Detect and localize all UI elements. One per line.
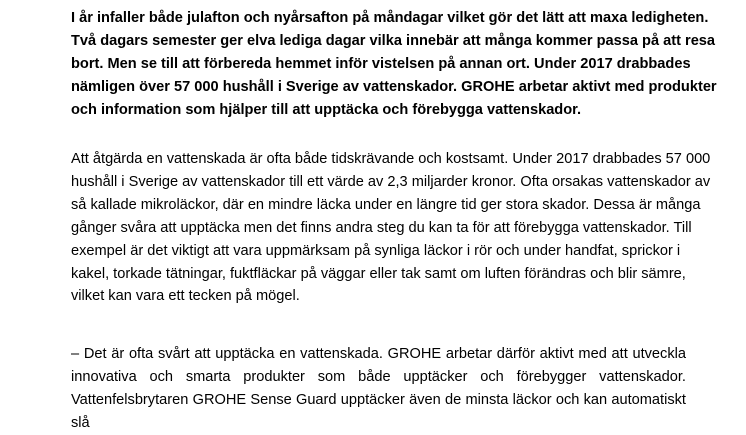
body-line: Vattenfelsbrytaren GROHE Sense Guard upptäcker även de minsta läckor och kan automatiskt slå <box>71 391 686 431</box>
body-paragraph-1 <box>71 148 711 308</box>
body-line: gånger svåra att upptäcka men det finns andra steg du kan ta för att förebygga vattenskador. Till <box>71 219 692 236</box>
lead-line: och information som hjälper till att upptäcka och förebygga vattenskador. <box>71 101 582 118</box>
lead-line: I år infaller både julafton och nyårsafton på måndagar vilket gör det lätt att maxa ledigheten. <box>71 10 709 26</box>
lead-paragraph <box>71 7 717 122</box>
body-line: vilket kan vara ett tecken på mögel. <box>71 288 300 305</box>
lead-line: bort. Men se till att förbereda hemmet inför vistelsen på annan ort. Under 2017 drabbades <box>71 55 691 72</box>
body-line: kakel, torkade tätningar, fuktfläckar på väggar eller tak samt om luften förändras och blir sämre, <box>71 265 686 282</box>
lead-line: nämligen över 57 000 hushåll i Sverige av vattenskador. GROHE arbetar aktivt med produkter <box>71 78 717 95</box>
body-line: hushåll i Sverige av vattenskador till ett värde av 2,3 miljarder kronor. Ofta orsakas vattenskador av <box>71 173 711 190</box>
body-line: exempel är det viktigt att vara uppmärksam på synliga läckor i rör och under handfat, sprickor i <box>71 242 681 259</box>
body-line: så kallade mikroläckor, där en mindre läcka under en längre tid ger stora skador. Dessa är många <box>71 196 701 213</box>
body-line: – Det är ofta svårt att upptäcka en vattenskada. GROHE arbetar därför aktivt med att utveckla <box>71 346 686 362</box>
body-line: innovativa och smarta produkter som både upptäcker och förebygger vattenskador. <box>71 368 686 385</box>
lead-line: Två dagars semester ger elva lediga dagar vilka innebär att många kommer passa på att resa <box>71 32 716 49</box>
body-line: Att åtgärda en vattenskada är ofta både tidskrävande och kostsamt. Under 2017 drabbades 57 000 <box>71 151 711 167</box>
body-paragraph-2 <box>71 343 686 435</box>
